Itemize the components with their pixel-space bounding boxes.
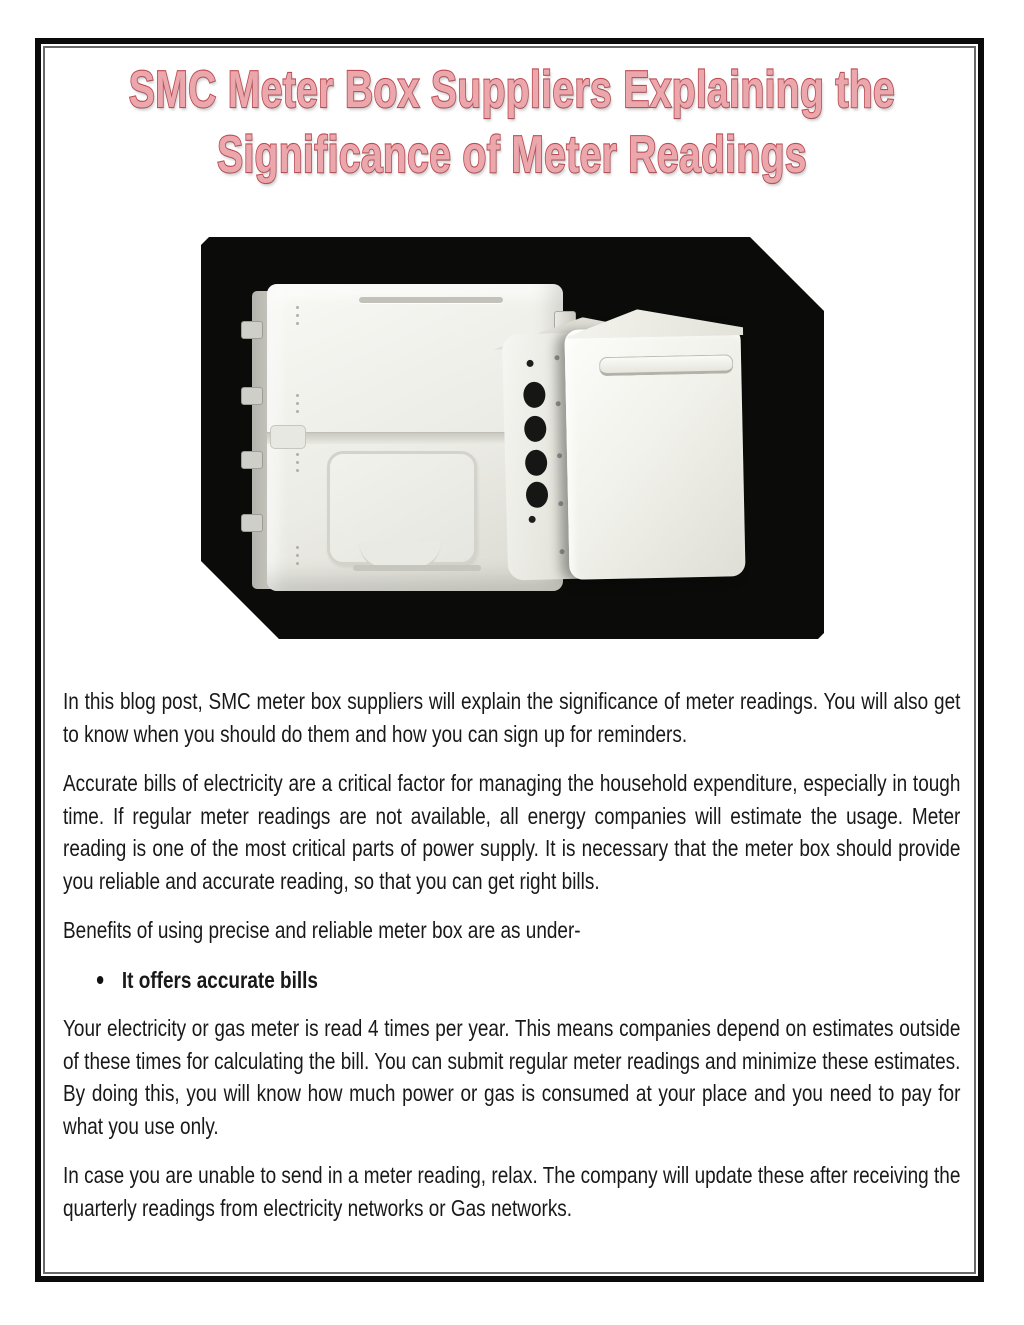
left-box-knockout-knob xyxy=(241,451,263,469)
left-box-seam-tab xyxy=(270,425,306,449)
right-box-knockout-hole xyxy=(525,450,548,477)
right-box-flange-screw xyxy=(554,355,559,360)
right-box-knockout-hole xyxy=(526,482,549,509)
bullet-dot-icon xyxy=(97,976,103,984)
right-box-flange-screw xyxy=(558,501,563,506)
left-box-top-vent xyxy=(359,297,503,303)
right-box-handle-bar xyxy=(599,354,733,376)
left-box-knockout-knob xyxy=(241,387,263,405)
paragraph-unable-to-send: In case you are unable to send in a meter reading, relax. The company will update these after receiving the quarterly readings from electricity networks or Gas networks. xyxy=(63,1162,961,1221)
left-box-knockout-knob xyxy=(241,514,263,532)
meter-boxes-image xyxy=(193,229,832,647)
title-line-2: Significance of Meter Readings xyxy=(217,126,807,184)
left-box-screw-holes xyxy=(296,394,300,418)
article-text xyxy=(63,685,960,1241)
right-box-small-hole xyxy=(526,360,533,367)
right-box-small-hole xyxy=(529,516,536,523)
right-box-knockout-hole xyxy=(524,416,547,443)
left-box-screw-holes xyxy=(296,546,300,570)
image-black-background xyxy=(201,237,824,639)
bullet-item xyxy=(97,964,960,997)
title-line-1: SMC Meter Box Suppliers Explaining the xyxy=(128,61,896,119)
bullet-label: It offers accurate bills xyxy=(121,966,318,993)
right-meter-box-cover xyxy=(564,326,745,580)
right-box-flange-screw xyxy=(556,401,561,406)
paragraph-benefits-intro: Benefits of using precise and reliable meter box are as under- xyxy=(63,917,581,943)
right-box-flange-screw xyxy=(559,549,564,554)
right-box-flange-screw xyxy=(557,453,562,458)
left-box-knockout-knob xyxy=(241,321,263,339)
left-box-screw-holes xyxy=(296,453,300,477)
paragraph-intro: In this blog post, SMC meter box suppliers will explain the significance of meter readings. You will also get to know when you should do them and how you can sign up for reminders. xyxy=(63,688,961,747)
right-box-knockout-hole xyxy=(523,382,546,409)
paragraph-accurate-bills: Accurate bills of electricity are a critical factor for managing the household expenditure, especially in tough time. If regular meter readings are not available, all energy companies will estimate the usage. Meter reading is one of the most critical parts of power supply. It is necessary that the meter box should provide you reliable and accurate reading, so that you can get right bills. xyxy=(63,770,961,894)
paragraph-meter-readings: Your electricity or gas meter is read 4 times per year. This means companies depend on estimates outside of these times for calculating the bill. You can submit regular meter readings and minimize these estimates. By doing this, you will know how much power or gas is consumed at your place and you need to pay for what you use only. xyxy=(63,1015,961,1139)
left-box-bottom-vent xyxy=(353,565,481,571)
page-title xyxy=(0,58,1024,188)
left-box-screw-holes xyxy=(296,306,300,330)
